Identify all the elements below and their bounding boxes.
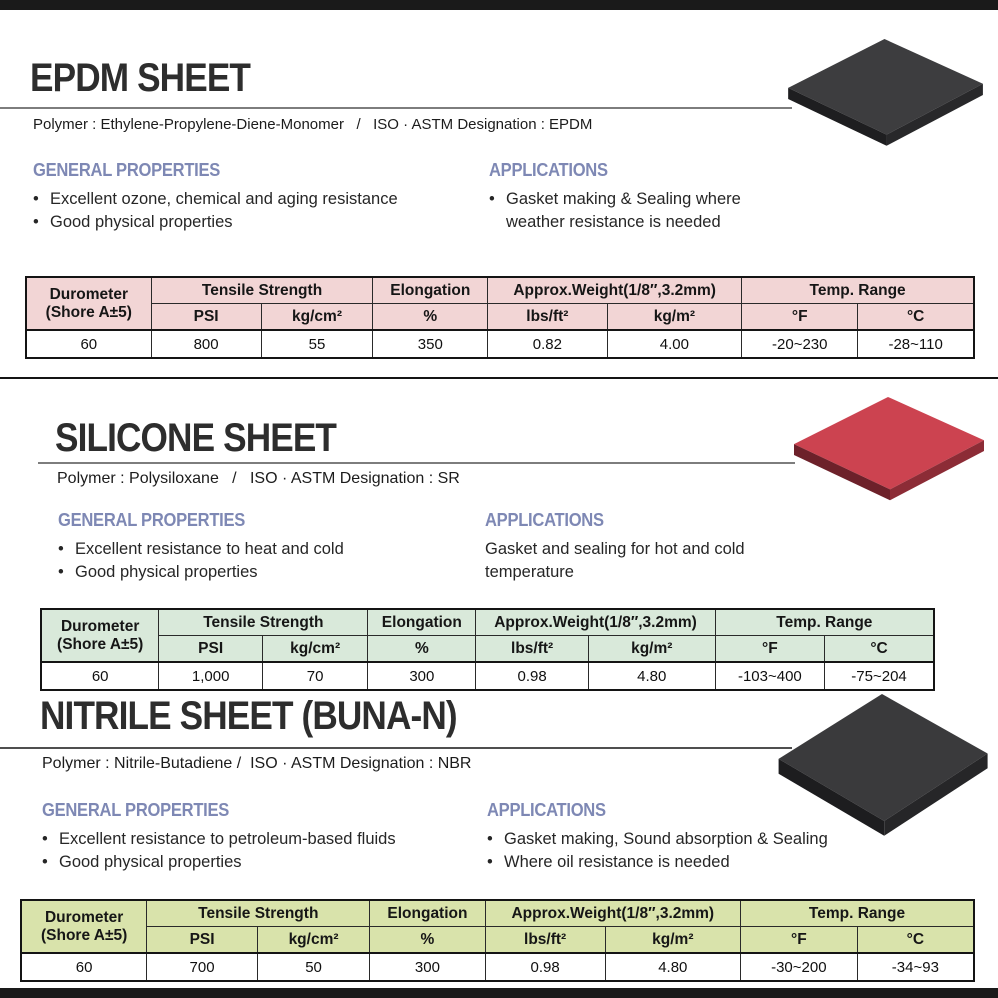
property-item: • Good physical properties — [42, 851, 396, 874]
durometer-value: 60 — [21, 953, 147, 981]
nitrile-title: NITRILE SHEET (BUNA-N) — [40, 694, 457, 738]
approx-weight-header: Approx.Weight(1/8″,3.2mm) — [485, 900, 740, 927]
degc-header: °C — [825, 636, 934, 663]
degf-header: °F — [740, 927, 857, 954]
durometer-header: Durometer (Shore A±5) — [26, 277, 151, 330]
psi-value: 1,000 — [159, 662, 263, 690]
spec-row — [21, 953, 974, 981]
elongation-value: 300 — [368, 662, 476, 690]
applications-heading: APPLICATIONS — [487, 800, 606, 820]
elongation-value: 300 — [370, 953, 485, 981]
property-item: • Excellent resistance to petroleum-based fluids — [42, 828, 396, 851]
application-item: Gasket and sealing for hot and cold temperature — [485, 540, 745, 581]
elongation-header: Elongation — [368, 609, 476, 636]
tensile-strength-header: Tensile Strength — [151, 277, 373, 304]
kgm2-value: 4.80 — [605, 953, 740, 981]
epdm-general-properties — [33, 160, 398, 234]
psi-value: 800 — [151, 330, 261, 358]
sheet-top-face — [794, 397, 984, 489]
kgcm2-value: 50 — [257, 953, 369, 981]
silicone-title-rule — [38, 462, 795, 464]
kgm2-value: 4.00 — [607, 330, 742, 358]
degc-header: °C — [857, 927, 974, 954]
kgm2-header: kg/m² — [588, 636, 715, 663]
degc-value: -28~110 — [858, 330, 974, 358]
temp-range-header: Temp. Range — [740, 900, 974, 927]
epdm-title: EPDM SHEET — [30, 56, 251, 100]
elongation-header: Elongation — [370, 900, 485, 927]
nitrile-applications — [487, 800, 867, 874]
elongation-header: Elongation — [373, 277, 488, 304]
approx-weight-header: Approx.Weight(1/8″,3.2mm) — [476, 609, 715, 636]
kgcm2-header: kg/cm² — [262, 636, 367, 663]
degc-header: °C — [858, 304, 974, 331]
kgcm2-value: 70 — [262, 662, 367, 690]
nitrile-general-properties — [42, 800, 396, 874]
lbsft2-header: lbs/ft² — [476, 636, 589, 663]
lbsft2-value: 0.98 — [485, 953, 605, 981]
durometer-value: 60 — [26, 330, 151, 358]
top-black-bar — [0, 0, 998, 10]
tensile-strength-header: Tensile Strength — [147, 900, 370, 927]
kgcm2-header: kg/cm² — [261, 304, 373, 331]
epdm-polymer-line: Polymer : Ethylene-Propylene-Diene-Monomer / ISO · ASTM Designation : EPDM — [33, 116, 593, 133]
percent-header: % — [373, 304, 488, 331]
property-item: • Excellent ozone, chemical and aging resistance — [33, 188, 398, 211]
kgm2-value: 4.80 — [588, 662, 715, 690]
kgm2-header: kg/m² — [605, 927, 740, 954]
psi-value: 700 — [147, 953, 258, 981]
applications-heading: APPLICATIONS — [489, 160, 608, 180]
degf-value: -103~400 — [715, 662, 824, 690]
kgcm2-header: kg/cm² — [257, 927, 369, 954]
general-properties-heading: GENERAL PROPERTIES — [42, 800, 230, 820]
percent-header: % — [370, 927, 485, 954]
durometer-value: 60 — [41, 662, 159, 690]
silicone-applications — [485, 510, 775, 584]
degc-value: -75~204 — [825, 662, 934, 690]
epdm-spec-table — [25, 276, 975, 359]
silicone-sheet-image — [788, 394, 988, 512]
spec-row — [26, 330, 974, 358]
general-properties-heading: GENERAL PROPERTIES — [33, 160, 221, 180]
property-item: • Excellent resistance to heat and cold — [58, 538, 344, 561]
bottom-black-bar — [0, 988, 998, 998]
silicone-title: SILICONE SHEET — [55, 416, 337, 460]
approx-weight-header: Approx.Weight(1/8″,3.2mm) — [488, 277, 742, 304]
application-item: • Where oil resistance is needed — [487, 851, 867, 874]
nitrile-spec-table — [20, 899, 975, 982]
degc-value: -34~93 — [857, 953, 974, 981]
lbsft2-header: lbs/ft² — [485, 927, 605, 954]
degf-header: °F — [742, 304, 858, 331]
psi-header: PSI — [147, 927, 258, 954]
psi-header: PSI — [151, 304, 261, 331]
degf-header: °F — [715, 636, 824, 663]
temp-range-header: Temp. Range — [742, 277, 974, 304]
property-item: • Good physical properties — [33, 211, 398, 234]
degf-value: -20~230 — [742, 330, 858, 358]
durometer-header: Durometer (Shore A±5) — [41, 609, 159, 662]
application-item: • Gasket making & Sealing where weather resistance is needed — [489, 188, 751, 234]
kgm2-header: kg/m² — [607, 304, 742, 331]
silicone-spec-table — [40, 608, 935, 691]
spec-row — [41, 662, 934, 690]
epdm-applications — [489, 160, 751, 234]
degf-value: -30~200 — [740, 953, 857, 981]
percent-header: % — [368, 636, 476, 663]
application-item: • Gasket making, Sound absorption & Sealing — [487, 828, 867, 851]
nitrile-polymer-line: Polymer : Nitrile-Butadiene / ISO · ASTM Designation : NBR — [42, 755, 472, 772]
psi-header: PSI — [159, 636, 263, 663]
silicone-polymer-line: Polymer : Polysiloxane / ISO · ASTM Designation : SR — [57, 470, 460, 487]
lbsft2-value: 0.98 — [476, 662, 589, 690]
kgcm2-value: 55 — [261, 330, 373, 358]
epdm-title-rule — [0, 107, 792, 109]
lbsft2-value: 0.82 — [488, 330, 607, 358]
general-properties-heading: GENERAL PROPERTIES — [58, 510, 246, 530]
silicone-general-properties — [58, 510, 344, 584]
tensile-strength-header: Tensile Strength — [159, 609, 368, 636]
temp-range-header: Temp. Range — [715, 609, 934, 636]
sheet-top-face — [788, 39, 983, 135]
property-item: • Good physical properties — [58, 561, 344, 584]
applications-heading: APPLICATIONS — [485, 510, 604, 530]
epdm-sheet-image — [782, 36, 987, 158]
lbsft2-header: lbs/ft² — [488, 304, 607, 331]
section-divider — [0, 377, 998, 379]
nitrile-title-rule — [0, 747, 792, 749]
durometer-header: Durometer (Shore A±5) — [21, 900, 147, 953]
elongation-value: 350 — [373, 330, 488, 358]
